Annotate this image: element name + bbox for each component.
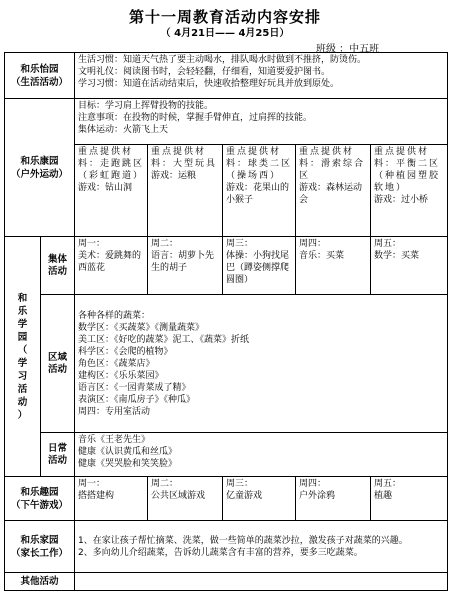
fun-row [5,477,448,521]
life-habit: 生活习惯：知道天气热了要主动喝水，排队喝水时做到不推挤，防烫伤。 [78,55,367,65]
other-section-label: 其他活动 [5,573,75,591]
study-daily-row [5,433,448,477]
collective-day-3: 周三： 体操：小狗找尾巴（蹲姿侧撑爬圆圈） [223,237,296,295]
family-content [75,521,448,573]
outdoor-goal-row [5,99,448,145]
study-collective-row [5,237,448,295]
area-activity-content: 各种各样的蔬菜： 数学区：《买蔬菜》《测量蔬菜》 美工区：《好吃的蔬菜》泥工、《蔬菜》折纸 科学区：《会爬的植物》 角色区：《蔬菜店》 建构区：《乐乐菜园》 语言区：《一园青菜成了精》 表演区：《南瓜房子》《种瓜》 周四：专用室活动 [75,295,448,433]
other-row [5,573,448,591]
fun-day-3: 周三： 亿童游戏 [223,477,296,521]
family-item-2: 2、多向幼儿介绍蔬菜，告诉幼儿蔬菜含有丰富的营养，要多三吃蔬菜。 [78,547,363,558]
collective-day-4: 周四： 音乐：买菜 [296,237,371,295]
family-section-label: 和乐家园 （家长工作） [5,521,75,573]
fun-day-1: 周一： 搭搭建构 [75,477,148,521]
fun-day-5: 周五： 植趣 [371,477,448,521]
outdoor-goal: 目标：学习肩上挥臂投物的技能。 注意事项：在投物的时候，掌握手臂伸直，过肩挥的技能。 集体运动：火箭飞上天 [75,99,448,145]
schedule-table [4,52,448,591]
collective-activity-label: 集体 活动 [41,237,75,295]
life-study-habit: 学习习惯：知道在活动结束后，快速收拾整理好玩具并放到原处。 [78,79,340,89]
daily-activity-label: 日常 活动 [41,433,75,477]
other-content [75,573,448,591]
collective-day-1: 周一： 美术：爱跳舞的西蓝花 [75,237,148,295]
life-section-label: 和乐怡园 （生活活动） [5,53,75,99]
family-item-1: 1、在家让孩子帮忙摘菜、洗菜，做一些简单的蔬菜沙拉，激发孩子对蔬菜的兴趣。 [78,535,408,546]
life-row [5,53,448,99]
area-activity-label: 区域 活动 [41,295,75,433]
collective-day-2: 周二： 语言：胡萝卜先生的胡子 [148,237,223,295]
fun-day-2: 周二： 公共区域游戏 [148,477,223,521]
station-5: 重点提供材料：平衡二区（种植园塑胶软地） 游戏：过小桥 [371,145,448,237]
study-area-row [5,295,448,433]
station-2: 重点提供材料：大型玩具 游戏：运粮 [148,145,223,237]
class-label: 班级 ：中五班 [316,44,380,55]
station-1: 重点提供材料：走跑跳区（彩虹跑道） 游戏：钻山洞 [75,145,148,237]
family-row [5,521,448,573]
date-range: （ 4月21日—— 4月25日） [160,28,290,39]
study-section-label: 和 乐 学 园 （ 学 习 活 动 ） [5,237,41,477]
station-3: 重点提供材料：球类二区（操场西） 游戏：花果山的小猴子 [223,145,296,237]
life-etiquette: 文明礼仪：阅读图书时，会轻轻翻，仔细看，知道要爱护图书。 [78,67,331,77]
life-content [75,53,448,99]
page-title: 第十一周教育活动内容安排 [128,8,321,26]
outdoor-section-label: 和乐康园 （户外运动） [5,99,75,237]
station-4: 重点提供材料：滑索综合区 游戏：森林运动会 [296,145,371,237]
fun-day-4: 周四： 户外涂鸦 [296,477,371,521]
fun-section-label: 和乐趣园 （下午游戏） [5,477,75,521]
daily-activity-content: 音乐《王老先生》 健康《认识黄瓜和丝瓜》 健康《哭哭脸和笑笑脸》 [75,433,448,477]
collective-day-5: 周五： 数学：买菜 [371,237,448,295]
